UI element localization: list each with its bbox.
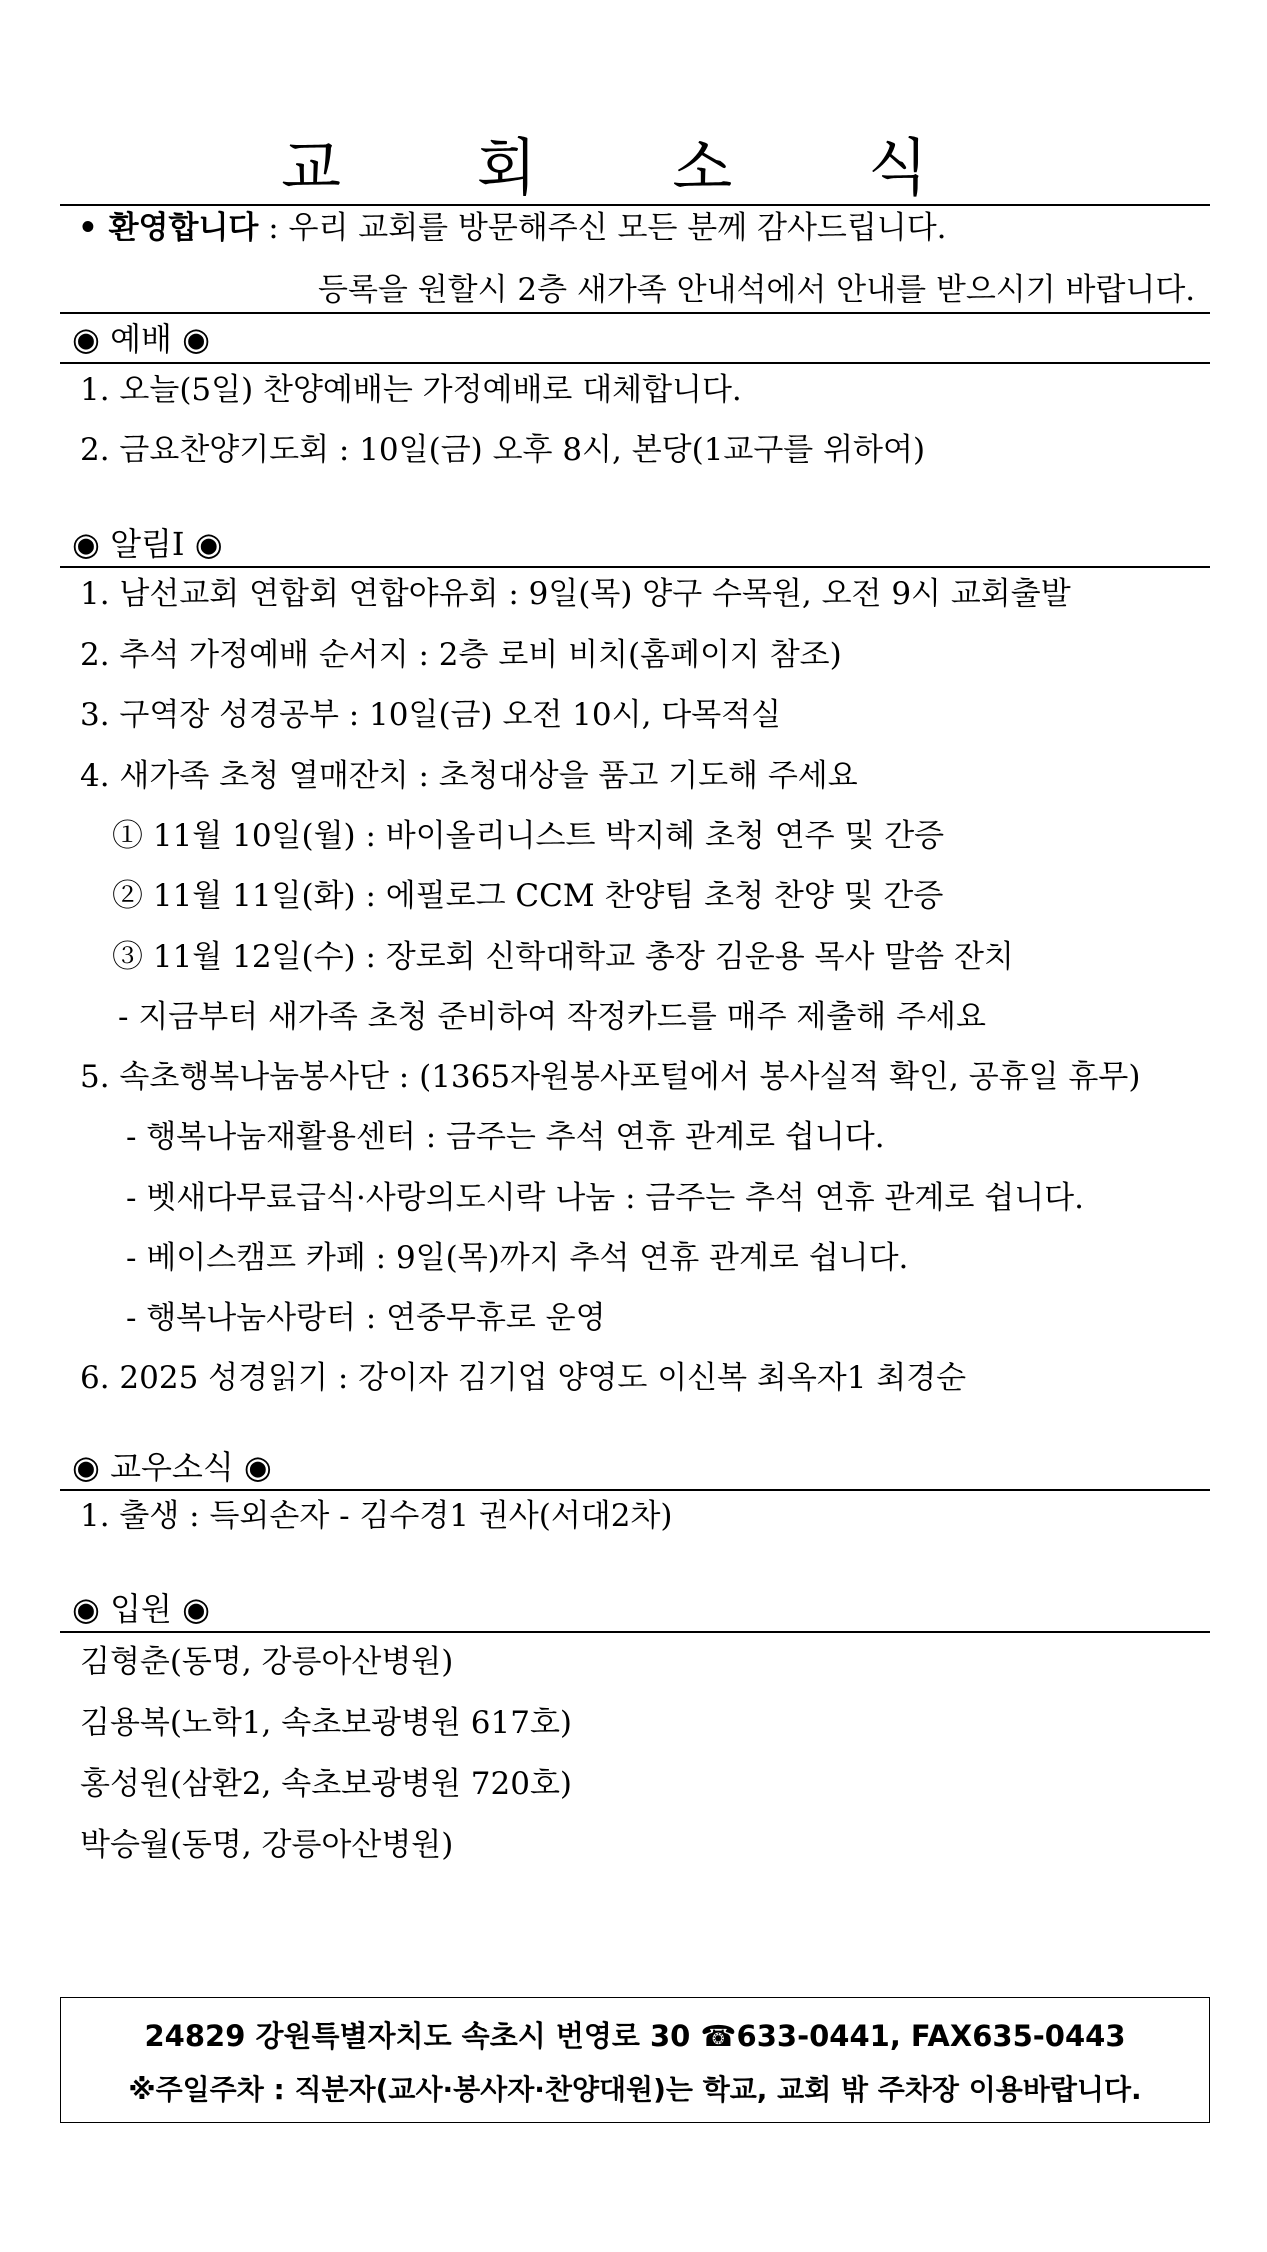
notice-item: 4. 새가족 초청 열매잔치 : 초청대상을 품고 기도해 주세요 <box>80 758 858 794</box>
notice-subitem: - 행복나눔재활용센터 : 금주는 추석 연휴 관계로 쉽니다. <box>126 1119 885 1155</box>
notice-item: 2. 추석 가정예배 순서지 : 2층 로비 비치(홈페이지 참조) <box>80 637 842 673</box>
notice-item: 3. 구역장 성경공부 : 10일(금) 오전 10시, 다목적실 <box>80 697 782 733</box>
hospital-item: 홍성원(삼환2, 속초보광병원 720호) <box>80 1766 572 1802</box>
hospital-item: 김형춘(동명, 강릉아산병원) <box>80 1644 454 1680</box>
notice-subitem: - 벳새다무료급식·사랑의도시락 나눔 : 금주는 추석 연휴 관계로 쉽니다. <box>126 1180 1084 1216</box>
members-item: 1. 출생 : 득외손자 - 김수경1 권사(서대2차) <box>80 1498 673 1534</box>
notice-item: 6. 2025 성경읽기 : 강이자 김기업 양영도 이신복 최옥자1 최경순 <box>80 1360 967 1396</box>
notice-item: 5. 속초행복나눔봉사단 : (1365자원봉사포털에서 봉사실적 확인, 공휴일 휴무) <box>80 1059 1141 1095</box>
welcome-line-2: 등록을 원할시 2층 새가족 안내석에서 안내를 받으시기 바랍니다. <box>318 272 1196 308</box>
worship-item: 2. 금요찬양기도회 : 10일(금) 오후 8시, 본당(1교구를 위하여) <box>80 432 926 468</box>
title-divider <box>60 204 1210 206</box>
worship-item: 1. 오늘(5일) 찬양예배는 가정예배로 대체합니다. <box>80 372 742 408</box>
notice-subitem: - 베이스캠프 카페 : 9일(목)까지 추석 연휴 관계로 쉽니다. <box>126 1240 909 1276</box>
section-divider <box>60 312 1210 314</box>
notice-heading: ◉ 알림Ⅰ ◉ <box>72 525 223 563</box>
footer-address: 24829 강원특별자치도 속초시 번영로 30 ☎633-0441, FAX635-0443 <box>144 2019 1126 2053</box>
section-divider <box>60 362 1210 364</box>
notice-subitem: ② 11월 11일(화) : 에필로그 CCM 찬양팀 초청 찬양 및 간증 <box>112 878 944 914</box>
hospital-item: 박승월(동명, 강릉아산병원) <box>80 1827 454 1863</box>
welcome-label: • 환영합니다 <box>78 210 259 246</box>
notice-subitem: - 지금부터 새가족 초청 준비하여 작정카드를 매주 제출해 주세요 <box>118 999 986 1035</box>
section-divider <box>60 566 1210 568</box>
welcome-line-1 <box>78 208 947 248</box>
hospital-item: 김용복(노학1, 속초보광병원 617호) <box>80 1705 572 1741</box>
notice-subitem: ③ 11월 12일(수) : 장로회 신학대학교 총장 김운용 목사 말씀 잔치 <box>112 939 1014 975</box>
notice-subitem: - 행복나눔사랑터 : 연중무휴로 운영 <box>126 1300 606 1336</box>
worship-heading: ◉ 예배 ◉ <box>72 320 211 358</box>
section-divider <box>60 1631 1210 1633</box>
notice-subitem: ① 11월 10일(월) : 바이올리니스트 박지혜 초청 연주 및 간증 <box>112 818 945 854</box>
footer-parking: ※주일주차 : 직분자(교사·봉사자·찬양대원)는 학교, 교회 밖 주차장 이용바랍니다. <box>128 2073 1142 2106</box>
welcome-text: : 우리 교회를 방문해주신 모든 분께 감사드립니다. <box>258 210 947 246</box>
hospital-heading: ◉ 입원 ◉ <box>72 1590 211 1628</box>
footer-box <box>60 1997 1210 2123</box>
members-heading: ◉ 교우소식 ◉ <box>72 1448 272 1486</box>
section-divider <box>60 1489 1210 1491</box>
page-title: 교 회 소 식 <box>281 131 986 204</box>
notice-item: 1. 남선교회 연합회 연합야유회 : 9일(목) 양구 수목원, 오전 9시 교회출발 <box>80 576 1071 612</box>
